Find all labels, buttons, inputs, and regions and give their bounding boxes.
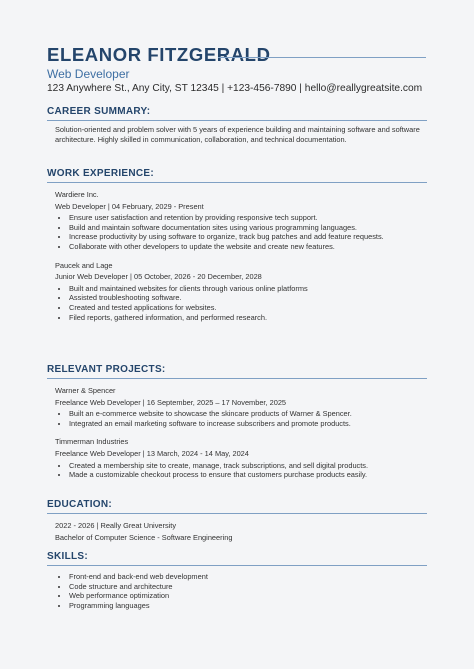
contact-line: 123 Anywhere St., Any City, ST 12345 | +123-456-7890 | hello@reallygreatsite.com xyxy=(47,83,423,94)
list-item: • Built and maintained websites for clients through various online platforms xyxy=(69,284,427,294)
section-heading: RELEVANT PROJECTS: xyxy=(47,364,427,379)
project-role-dates: Freelance Web Developer | 13 March, 2024 - 14 May, 2024 xyxy=(55,448,249,458)
project-client: Timmerman Industries xyxy=(55,437,129,447)
project-client: Warner & Spencer xyxy=(55,386,116,395)
list-item: • Increase productivity by using software to organize, track bug patches and add feature requests. xyxy=(69,232,427,242)
list-item: • Filed reports, gathered information, and performed research. xyxy=(69,313,427,323)
project-role-dates: Freelance Web Developer | 16 September, 2025 – 17 November, 2025 xyxy=(55,397,287,407)
job-role-dates: Junior Web Developer | 05 October, 2026 - 20 December, 2028 xyxy=(55,272,262,282)
list-item: • Built an e-commerce website to showcase the skincare products of Warner & Spencer. xyxy=(69,409,427,419)
project-bullets xyxy=(55,409,427,428)
list-item: • Code structure and architecture xyxy=(69,582,427,592)
list-item: • Made a customizable checkout process to ensure that customers purchase products easily. xyxy=(69,470,427,480)
job-role-dates: Web Developer | 04 February, 2029 - Present xyxy=(55,201,204,211)
list-item: • Build and maintain software documentation sites using various programming languages. xyxy=(69,223,427,233)
section-heading: SKILLS: xyxy=(47,551,427,566)
skills-list xyxy=(55,572,427,610)
list-item: • Web performance optimization xyxy=(69,591,427,601)
list-item: • Ensure user satisfaction and retention by providing responsive tech support. xyxy=(69,213,427,223)
company-name: Wardiere Inc. xyxy=(55,190,99,199)
candidate-title: Web Developer xyxy=(47,67,130,81)
section-projects xyxy=(47,364,427,480)
list-item: • Created and tested applications for websites. xyxy=(69,303,427,313)
list-item: • Created a membership site to create, manage, track subscriptions, and sell digital products. xyxy=(69,461,427,471)
list-item: • Programming languages xyxy=(69,601,427,611)
education-school: 2022 - 2026 | Really Great University xyxy=(55,521,177,530)
company-name: Paucek and Lage xyxy=(55,260,113,270)
candidate-name: ELEANOR FITZGERALD xyxy=(47,44,271,65)
job-bullets xyxy=(55,213,427,251)
section-heading: WORK EXPERIENCE: xyxy=(47,168,427,183)
job-bullets xyxy=(55,284,427,322)
list-item: • Front-end and back-end web development xyxy=(69,572,427,582)
education-degree: Bachelor of Computer Science - Software Engineering xyxy=(55,532,233,542)
list-item: • Integrated an email marketing software to increase subscribers and promote products. xyxy=(69,419,427,429)
section-education xyxy=(47,499,427,542)
header-divider xyxy=(218,57,426,58)
section-summary xyxy=(47,106,427,144)
section-work xyxy=(47,168,427,322)
list-item: • Assisted troubleshooting software. xyxy=(69,293,427,303)
section-heading: CAREER SUMMARY: xyxy=(47,106,427,121)
summary-text: Solution-oriented and problem solver with 5 years of experience building and maintaining software and software architecture. Highly skilled in communication, collaboration, and technical documentation. xyxy=(55,125,420,144)
section-skills xyxy=(47,551,427,610)
section-heading: EDUCATION: xyxy=(47,499,427,514)
list-item: • Collaborate with other developers to update the website and create new features. xyxy=(69,242,427,252)
project-bullets xyxy=(55,461,427,480)
